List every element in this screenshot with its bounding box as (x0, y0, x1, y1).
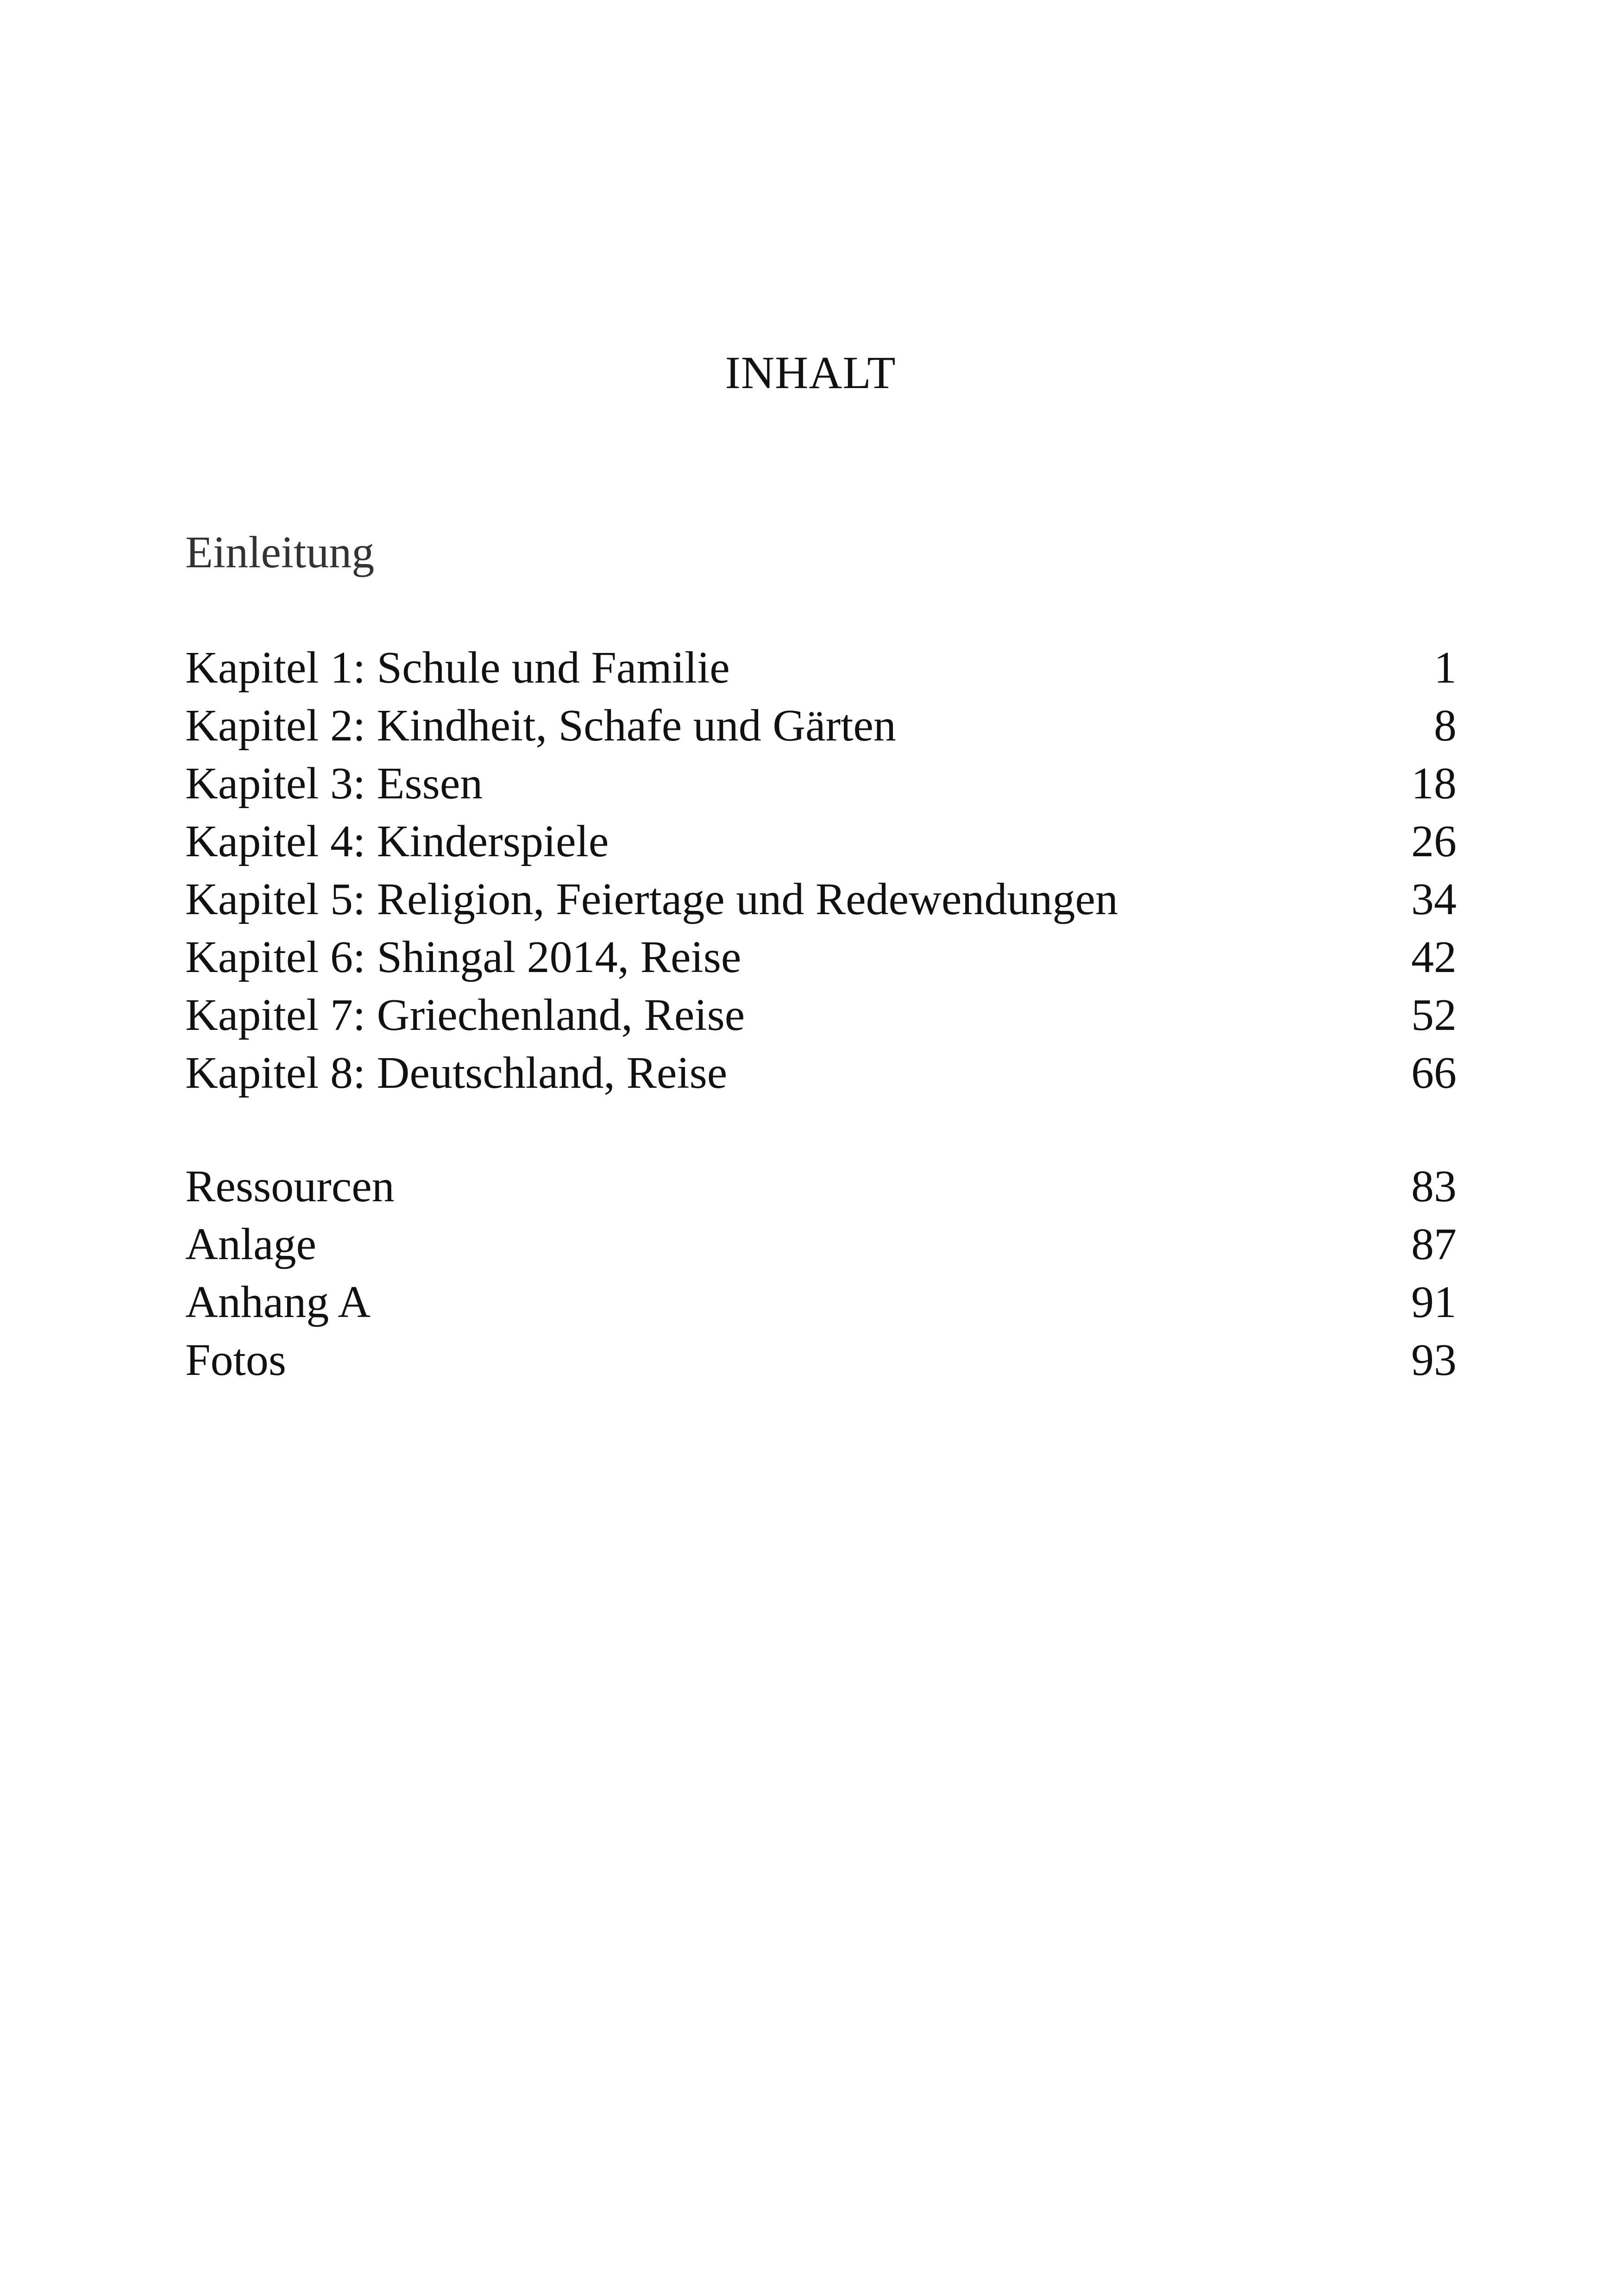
toc-page-number: 1 (1434, 643, 1457, 693)
toc-label: Anhang A (185, 1277, 371, 1327)
toc-page-number: 87 (1411, 1219, 1457, 1269)
toc-label: Kapitel 7: Griechenland, Reise (185, 990, 745, 1040)
toc-row-ressourcen (185, 1158, 1457, 1216)
toc-label: Fotos (185, 1335, 286, 1385)
toc-page-number: 26 (1411, 816, 1457, 866)
toc-page-number: 18 (1411, 759, 1457, 809)
toc-row-chapter-8 (185, 1044, 1457, 1102)
toc-page-number: 83 (1411, 1161, 1457, 1211)
toc-label: Kapitel 3: Essen (185, 759, 483, 809)
toc-intro: Einleitung (185, 527, 375, 577)
page-title: INHALT (725, 347, 896, 398)
toc-chapters (185, 639, 1457, 1102)
toc-row-chapter-6 (185, 928, 1457, 986)
toc-label: Kapitel 6: Shingal 2014, Reise (185, 932, 741, 982)
toc-page-number: 42 (1411, 932, 1457, 982)
toc-row-anhang-a (185, 1273, 1457, 1331)
toc-label: Ressourcen (185, 1161, 395, 1211)
toc-label: Anlage (185, 1219, 316, 1269)
toc-row-chapter-4 (185, 813, 1457, 871)
toc-page-number: 8 (1434, 701, 1457, 751)
toc-label: Kapitel 2: Kindheit, Schafe und Gärten (185, 701, 896, 751)
toc-row-chapter-1 (185, 639, 1457, 697)
toc-row-chapter-3 (185, 755, 1457, 813)
toc-row-chapter-7 (185, 986, 1457, 1044)
toc-page-number: 52 (1411, 990, 1457, 1040)
toc-row-fotos (185, 1331, 1457, 1389)
toc-label: Kapitel 5: Religion, Feiertage und Redewendungen (185, 874, 1118, 924)
toc-page-number: 93 (1411, 1335, 1457, 1385)
toc-row-chapter-5 (185, 871, 1457, 928)
toc-label: Kapitel 4: Kinderspiele (185, 816, 609, 866)
toc-label: Kapitel 8: Deutschland, Reise (185, 1048, 728, 1098)
toc-page-number: 66 (1411, 1048, 1457, 1098)
toc-page-number: 91 (1411, 1277, 1457, 1327)
toc-row-chapter-2 (185, 697, 1457, 755)
toc-label: Kapitel 1: Schule und Familie (185, 643, 730, 693)
toc-appendix (185, 1158, 1457, 1389)
toc-row-anlage (185, 1216, 1457, 1273)
toc-page-number: 34 (1411, 874, 1457, 924)
